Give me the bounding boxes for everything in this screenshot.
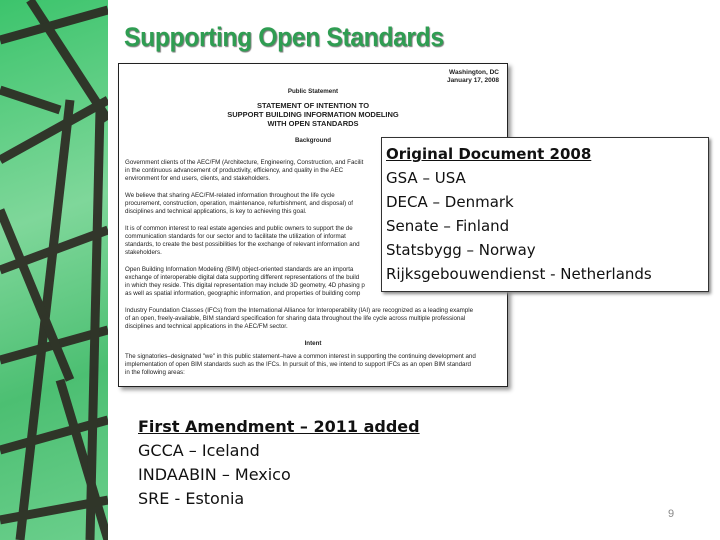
page-number: 9 xyxy=(668,508,675,520)
location: Washington, DC xyxy=(449,69,499,76)
heading-line: SUPPORT BUILDING INFORMATION MODELING xyxy=(227,110,399,119)
original-heading: Original Document 2008 xyxy=(386,145,592,163)
signatory: SRE - Estonia xyxy=(138,489,245,508)
signatory: GCCA – Iceland xyxy=(138,441,260,460)
amendment-section xyxy=(138,415,420,511)
doc-heading xyxy=(119,101,507,128)
document-header xyxy=(447,69,499,85)
amendment-heading: First Amendment – 2011 added xyxy=(138,417,420,436)
doc-kind: Public Statement xyxy=(287,88,339,95)
signatory: DECA – Denmark xyxy=(386,193,514,211)
signatory: INDAABIN – Mexico xyxy=(138,465,291,484)
heading-line: WITH OPEN STANDARDS xyxy=(267,119,359,128)
lattice-graphic xyxy=(0,0,108,540)
doc-paragraph: We believe that sharing AEC/FM-related information throughout the life cycle procurement, construction, operation, maintenance, refurbishment, and disposal) of disciplines and technical applications, is key to achieving this goal. xyxy=(125,192,354,215)
signatory: GSA – USA xyxy=(386,169,466,187)
signatory: Senate – Finland xyxy=(386,217,510,235)
decorative-green-panel xyxy=(0,0,108,540)
signatory: Rijksgebouwendienst - Netherlands xyxy=(386,265,652,283)
section-intent: Intent xyxy=(304,340,322,347)
doc-paragraph: Government clients of the AEC/FM (Architecture, Engineering, Construction, and Facilit in the continuous advancement of productivity, efficiency, and quality in the AEC environment for end users, clients, and stakeholders. xyxy=(125,159,364,182)
date: January 17, 2008 xyxy=(446,77,499,84)
original-document-box xyxy=(381,137,709,292)
doc-paragraph: It is of common interest to real estate agencies and public owners to support the de communication standards for our sector and to facilitate the utilization of informat standards, to create the best possibilities for the exchange of relevant information and stakeholders. xyxy=(125,225,360,256)
doc-paragraph: Open Building Information Modeling (BIM) object-oriented standards are an importa exchange of interoperable digital data supporting different representations of the build in which they reside. This digital representation may include 3D geometry, 4D phasing p as well as spatial information, geographic information, and properties of building comp xyxy=(125,266,365,297)
slide-title: Supporting Open Standards xyxy=(124,22,444,52)
section-background: Background xyxy=(294,137,332,144)
signatory: Statsbygg – Norway xyxy=(386,241,536,259)
heading-line: STATEMENT OF INTENTION TO xyxy=(256,101,370,110)
doc-paragraph: Industry Foundation Classes (IFCs) from the International Alliance for Interoperability (IAI) are recognized as a leading example of an open, freely-available, BIM standard specification for sharing data throughout the life cycle across multiple professional disciplines and technical applications in the AEC/FM sector. xyxy=(125,307,474,330)
intent-paragraph: The signatories–designated "we" in this public statement–have a common interest in supporting the continuing development and implementation of open BIM standards such as the IFCs. In pursuit of this, we intend to support IFCs as an open BIM standard in the following areas: xyxy=(125,353,476,376)
